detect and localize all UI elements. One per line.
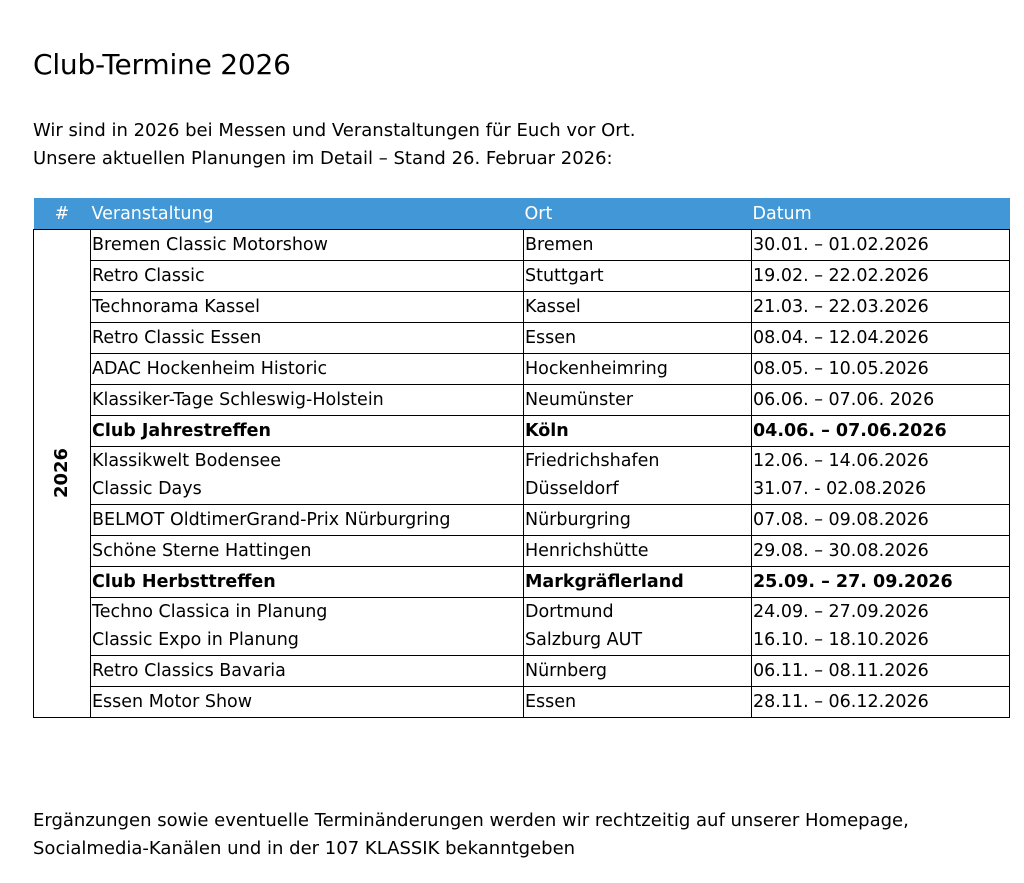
event-text: Technorama Kassel xyxy=(92,296,261,317)
table-header-row xyxy=(34,198,1010,229)
cell-event xyxy=(91,686,524,717)
cell-event xyxy=(91,566,524,597)
date-text: 06.11. – 08.11.2026 xyxy=(753,660,929,681)
date-text: 31.07. - 02.08.2026 xyxy=(753,479,927,499)
cell-ort xyxy=(524,322,752,353)
header-date: Datum xyxy=(752,198,1010,229)
cell-date xyxy=(752,446,1010,504)
event-text: Retro Classic xyxy=(92,265,205,286)
table-row xyxy=(34,229,1010,260)
ort-text: Kassel xyxy=(525,296,581,317)
table-row xyxy=(34,597,1010,655)
event-text: BELMOT OldtimerGrand-Prix Nürburgring xyxy=(92,509,451,530)
date-text: 06.06. – 07.06. 2026 xyxy=(753,389,935,410)
event-text: Classic Expo in Planung xyxy=(92,630,299,650)
event-text: Essen Motor Show xyxy=(92,691,253,712)
table-row xyxy=(34,566,1010,597)
cell-event xyxy=(91,291,524,322)
cell-event xyxy=(91,535,524,566)
ort-text: Henrichshütte xyxy=(525,540,649,561)
date-text: 04.06. – 07.06.2026 xyxy=(753,420,947,441)
cell-ort xyxy=(524,655,752,686)
intro-line-2: Unsere aktuellen Planungen im Detail – Stand 26. Februar 2026: xyxy=(33,148,613,169)
cell-ort xyxy=(524,353,752,384)
cell-ort xyxy=(524,260,752,291)
event-text: Klassiker-Tage Schleswig-Holstein xyxy=(92,389,384,410)
cell-date xyxy=(752,353,1010,384)
event-text: Club Herbsttreffen xyxy=(92,571,276,592)
intro-line-1: Wir sind in 2026 bei Messen und Veranstaltungen für Euch vor Ort. xyxy=(33,120,636,141)
footer-line-2: Socialmedia-Kanälen und in der 107 KLASSIK bekanntgeben xyxy=(33,838,576,859)
ort-text: Düsseldorf xyxy=(525,479,619,499)
date-text: 19.02. – 22.02.2026 xyxy=(753,265,929,286)
cell-date xyxy=(752,291,1010,322)
cell-event xyxy=(91,504,524,535)
cell-date xyxy=(752,415,1010,446)
header-num: # xyxy=(34,198,91,229)
table-row xyxy=(34,353,1010,384)
ort-text: Stuttgart xyxy=(525,265,604,286)
cell-ort xyxy=(524,686,752,717)
ort-text: Salzburg AUT xyxy=(525,630,643,650)
date-text: 07.08. – 09.08.2026 xyxy=(753,509,929,530)
table-row xyxy=(34,415,1010,446)
table-row xyxy=(34,504,1010,535)
header-ort: Ort xyxy=(524,198,752,229)
events-table xyxy=(33,198,1010,718)
ort-text: Markgräflerland xyxy=(525,571,684,592)
event-text: Bremen Classic Motorshow xyxy=(92,234,328,255)
cell-ort xyxy=(524,566,752,597)
ort-text: Köln xyxy=(525,420,569,441)
intro-text xyxy=(33,117,635,173)
cell-date xyxy=(752,504,1010,535)
event-text: Classic Days xyxy=(92,479,202,499)
event-text: Retro Classics Bavaria xyxy=(92,660,286,681)
event-text: Schöne Sterne Hattingen xyxy=(92,540,312,561)
ort-text: Hockenheimring xyxy=(525,358,668,379)
ort-text: Essen xyxy=(525,327,577,348)
date-text: 16.10. – 18.10.2026 xyxy=(753,630,929,650)
event-text: Klassikwelt Bodensee xyxy=(92,451,281,471)
event-text: ADAC Hockenheim Historic xyxy=(92,358,328,379)
table-row xyxy=(34,535,1010,566)
cell-date xyxy=(752,384,1010,415)
event-text: Techno Classica in Planung xyxy=(92,602,328,622)
cell-ort xyxy=(524,597,752,655)
date-text: 21.03. – 22.03.2026 xyxy=(753,296,929,317)
table-row xyxy=(34,260,1010,291)
cell-ort xyxy=(524,229,752,260)
cell-date xyxy=(752,229,1010,260)
date-text: 29.08. – 30.08.2026 xyxy=(753,540,929,561)
cell-date xyxy=(752,535,1010,566)
cell-ort xyxy=(524,504,752,535)
footer-note xyxy=(33,807,1003,863)
cell-event xyxy=(91,597,524,655)
cell-date xyxy=(752,597,1010,655)
ort-text: Nürnberg xyxy=(525,660,608,681)
ort-text: Friedrichshafen xyxy=(525,451,660,471)
page-title: Club-Termine 2026 xyxy=(33,48,291,81)
year-label: 2026 xyxy=(50,447,72,499)
cell-event xyxy=(91,260,524,291)
table-body xyxy=(34,229,1010,717)
cell-date xyxy=(752,655,1010,686)
date-text: 28.11. – 06.12.2026 xyxy=(753,691,929,712)
table-row xyxy=(34,322,1010,353)
ort-text: Bremen xyxy=(525,234,594,255)
cell-date xyxy=(752,566,1010,597)
year-cell xyxy=(34,229,91,717)
cell-ort xyxy=(524,291,752,322)
date-text: 30.01. – 01.02.2026 xyxy=(753,234,929,255)
table-row xyxy=(34,291,1010,322)
date-text: 25.09. – 27. 09.2026 xyxy=(753,571,953,592)
cell-event xyxy=(91,353,524,384)
header-event: Veranstaltung xyxy=(91,198,524,229)
cell-ort xyxy=(524,415,752,446)
table-row xyxy=(34,686,1010,717)
date-text: 08.04. – 12.04.2026 xyxy=(753,327,929,348)
ort-text: Essen xyxy=(525,691,577,712)
cell-date xyxy=(752,260,1010,291)
date-text: 08.05. – 10.05.2026 xyxy=(753,358,929,379)
cell-date xyxy=(752,322,1010,353)
ort-text: Neumünster xyxy=(525,389,634,410)
cell-date xyxy=(752,686,1010,717)
cell-event xyxy=(91,446,524,504)
table-row xyxy=(34,446,1010,504)
event-text: Retro Classic Essen xyxy=(92,327,262,348)
date-text: 12.06. – 14.06.2026 xyxy=(753,451,929,471)
cell-ort xyxy=(524,384,752,415)
cell-event xyxy=(91,229,524,260)
ort-text: Nürburgring xyxy=(525,509,631,530)
date-text: 24.09. – 27.09.2026 xyxy=(753,602,929,622)
cell-event xyxy=(91,415,524,446)
table-row xyxy=(34,655,1010,686)
cell-ort xyxy=(524,535,752,566)
ort-text: Dortmund xyxy=(525,602,614,622)
cell-ort xyxy=(524,446,752,504)
cell-event xyxy=(91,655,524,686)
event-text: Club Jahrestreffen xyxy=(92,420,271,441)
footer-line-1: Ergänzungen sowie eventuelle Terminänderungen werden wir rechtzeitig auf unserer Homepage, xyxy=(33,810,909,831)
cell-event xyxy=(91,384,524,415)
table-row xyxy=(34,384,1010,415)
cell-event xyxy=(91,322,524,353)
